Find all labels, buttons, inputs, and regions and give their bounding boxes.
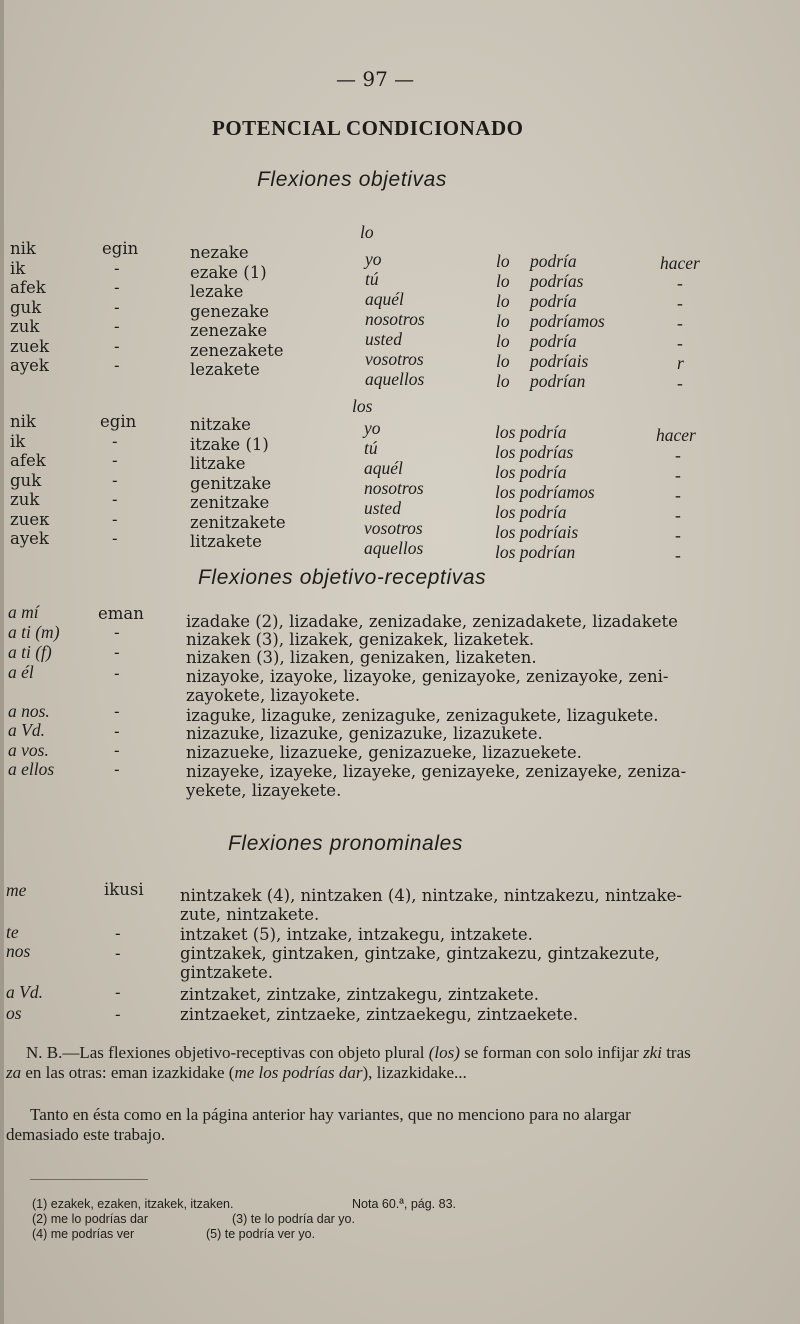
spanish-subject: vosotros bbox=[365, 349, 424, 369]
receptive-forms: nizayeke, izayeke, lizayeke, genizayeke, zenizayeke, zeniza- bbox=[186, 762, 687, 781]
footnote-1: (1) ezakek, ezaken, itzakek, itzaken. bbox=[32, 1197, 234, 1211]
pronoun: guk bbox=[10, 470, 42, 490]
ditto-mark: - bbox=[114, 258, 120, 278]
receptive-forms: izaguke, lizaguke, zenizaguke, zenizagukete, lizagukete. bbox=[186, 706, 659, 725]
spanish-object: lo bbox=[496, 351, 510, 371]
pronominal-label: me bbox=[6, 880, 27, 900]
ditto-mark: - bbox=[114, 664, 120, 683]
spanish-subjects-2 bbox=[364, 418, 424, 558]
ditto-mark: - bbox=[112, 470, 118, 490]
spanish-object: lo bbox=[496, 251, 510, 271]
note-italic: me los podrías dar bbox=[234, 1063, 363, 1082]
spanish-verbs-1 bbox=[530, 251, 605, 391]
receptive-forms: nizayoke, izayoke, lizayoke, genizayoke, zenizayoke, zeni- bbox=[186, 667, 669, 686]
spanish-verb: podría bbox=[530, 331, 577, 351]
receptive-label: a él bbox=[8, 662, 34, 682]
ditto-mark: - bbox=[114, 297, 120, 317]
ditto-mark: - bbox=[115, 983, 121, 1002]
ditto-mark: - bbox=[114, 336, 120, 356]
spanish-subject: tú bbox=[365, 269, 379, 289]
ditto-mark: - bbox=[677, 273, 683, 293]
spanish-object: lo bbox=[496, 271, 510, 291]
ditto-mark: - bbox=[114, 760, 120, 779]
infinitive-hacer: hacer bbox=[656, 425, 696, 445]
ditto-mark: - bbox=[115, 1005, 121, 1024]
pronominal-forms: gintzakek, gintzaken, gintzake, gintzakezu, gintzakezute, bbox=[180, 944, 660, 963]
receptive-label: a ellos bbox=[8, 759, 55, 779]
ditto-mark: - bbox=[112, 509, 118, 529]
spanish-verb: podría bbox=[530, 291, 577, 311]
receptive-label: a nos. bbox=[8, 701, 50, 721]
ditto-mark: - bbox=[115, 944, 121, 963]
note-text: ), lizazkidake... bbox=[362, 1063, 467, 1082]
note-text: en las otras: eman izazkidake ( bbox=[21, 1063, 235, 1082]
ditto-mark: - bbox=[675, 445, 681, 465]
pronoun: zueк bbox=[10, 509, 50, 529]
spanish-subject: tú bbox=[364, 438, 378, 458]
section-heading-objetivo-receptivas: Flexiones objetivo-receptivas bbox=[198, 566, 487, 589]
spanish-object: lo bbox=[496, 291, 510, 311]
receptive-label: a ti (m) bbox=[8, 622, 60, 642]
ditto-mark: - bbox=[675, 545, 681, 565]
pronoun: nik bbox=[10, 412, 36, 431]
spanish-subject: yo bbox=[365, 249, 382, 269]
basque-form: lezakete bbox=[190, 360, 260, 379]
basque-form: zenezake bbox=[190, 321, 268, 340]
note-text: se forman con solo infijar bbox=[459, 1043, 644, 1062]
receptive-forms: izadake (2), lizadake, zenizadake, zenizadakete, lizadakete bbox=[186, 612, 678, 631]
verb-eman: eman bbox=[98, 604, 144, 623]
spanish-form: los podríais bbox=[495, 522, 579, 542]
page-edge-shadow bbox=[0, 0, 4, 1324]
ditto-mark: r bbox=[677, 353, 684, 373]
spanish-form: los podríamos bbox=[495, 482, 595, 502]
basque-form: genezake bbox=[190, 301, 270, 321]
spanish-subjects-1 bbox=[365, 249, 425, 389]
note-text: tras bbox=[661, 1043, 691, 1062]
pronoun: afek bbox=[10, 451, 46, 470]
ditto-mark: - bbox=[114, 643, 120, 662]
receptive-forms: nizazueke, lizazueke, genizazueke, lizazuekete. bbox=[186, 743, 582, 762]
footnote-2: (2) me lo podrías dar bbox=[32, 1212, 149, 1226]
ditto-mark: - bbox=[677, 333, 683, 353]
ditto-mark: - bbox=[675, 525, 681, 545]
pronominal-label: a Vd. bbox=[6, 982, 43, 1002]
ditto-mark: - bbox=[114, 623, 120, 642]
ditto-mark: - bbox=[675, 485, 681, 505]
ditto-mark: - bbox=[112, 490, 118, 509]
spanish-subject: aquellos bbox=[364, 538, 424, 558]
verb-egin: egin bbox=[102, 239, 139, 258]
note-paragraph bbox=[6, 1043, 706, 1083]
spanish-subject: aquél bbox=[365, 289, 404, 309]
spanish-forms-2 bbox=[495, 422, 595, 562]
spanish-subject: usted bbox=[364, 498, 401, 518]
object-header-los: los bbox=[352, 396, 373, 416]
verb-ikusi: ikusi bbox=[104, 880, 144, 899]
pronoun: guk bbox=[10, 297, 42, 317]
verb-column-2 bbox=[100, 412, 136, 549]
pronominal-forms: intzaket (5), intzake, intzakegu, intzakete. bbox=[180, 925, 533, 944]
ditto-mark: - bbox=[114, 722, 120, 741]
basque-forms-2 bbox=[190, 415, 286, 552]
ditto-mark: - bbox=[112, 451, 118, 470]
spanish-object: lo bbox=[496, 371, 510, 391]
page-number: — 97 — bbox=[336, 67, 415, 91]
receptive-label: a mí bbox=[8, 602, 39, 622]
footnote-rule bbox=[30, 1179, 148, 1180]
spanish-subject: yo bbox=[364, 418, 381, 438]
spanish-verb: podrían bbox=[530, 371, 586, 391]
basque-form: genitzake bbox=[190, 473, 272, 493]
footnote-3: (3) te lo podría dar yo. bbox=[232, 1212, 355, 1226]
pronominal-forms: nintzakek (4), nintzaken (4), nintzake, nintzakezu, nintzake- bbox=[180, 886, 682, 905]
ditto-mark: - bbox=[677, 293, 683, 313]
spanish-form: los podría bbox=[495, 462, 567, 482]
basque-form: nezake bbox=[190, 243, 249, 262]
pronoun: ayek bbox=[10, 529, 49, 548]
ditto-mark: - bbox=[114, 356, 120, 375]
spanish-object-1 bbox=[496, 251, 510, 391]
ditto-mark: - bbox=[114, 741, 120, 760]
spanish-verb: podríais bbox=[530, 351, 589, 371]
infinitive-hacer: hacer bbox=[660, 253, 700, 273]
page-title: POTENCIAL CONDICIONADO bbox=[212, 116, 524, 140]
ditto-mark: - bbox=[114, 317, 120, 336]
basque-forms-1 bbox=[190, 243, 284, 380]
spanish-form: los podrías bbox=[495, 442, 574, 462]
spanish-subject: vosotros bbox=[364, 518, 423, 538]
ditto-mark: - bbox=[675, 465, 681, 485]
note-italic: za bbox=[6, 1063, 22, 1082]
spanish-form: los podría bbox=[495, 502, 567, 522]
verb-column-1 bbox=[102, 239, 138, 376]
section-heading-objetivas: Flexiones objetivas bbox=[257, 168, 447, 191]
ditto-mark: - bbox=[114, 702, 120, 721]
receptive-forms: nizakek (3), lizakek, genizakek, lizaketek. bbox=[186, 630, 535, 649]
spanish-subject: aquellos bbox=[365, 369, 425, 389]
basque-form: litzake bbox=[190, 454, 246, 473]
basque-form: litzakete bbox=[190, 532, 262, 551]
ditto-mark: - bbox=[115, 924, 121, 943]
receptive-label: a ti (f) bbox=[8, 642, 52, 662]
basque-form: ezake (1) bbox=[190, 262, 267, 282]
spanish-subject: nosotros bbox=[365, 309, 425, 329]
pronoun: ik bbox=[10, 431, 26, 451]
note-italic: (los) bbox=[428, 1043, 460, 1062]
ditto-mark: - bbox=[677, 313, 683, 333]
pronoun: nik bbox=[10, 239, 36, 258]
note-paragraph-2: Tanto en ésta como en la página anterior hay variantes, que no menciono para no alargar demasiado este trabajo. bbox=[6, 1105, 631, 1144]
pronoun: zuk bbox=[10, 317, 40, 336]
receptive-forms: nizaken (3), lizaken, genizaken, lizaketen. bbox=[186, 648, 537, 667]
receptive-forms: nizazuke, lizazuke, genizazuke, lizazukete. bbox=[186, 724, 543, 743]
receptive-forms-continued: yekete, lizayekete. bbox=[186, 781, 342, 800]
pronominal-label: nos bbox=[6, 941, 31, 961]
pronominal-forms: zintzaket, zintzake, zintzakegu, zintzakete. bbox=[180, 985, 540, 1004]
basque-form: lezake bbox=[190, 282, 244, 301]
verb-egin: egin bbox=[100, 412, 137, 431]
footnote-1-reference: Nota 60.ª, pág. 83. bbox=[352, 1197, 457, 1211]
spanish-verb: podrías bbox=[530, 271, 584, 291]
footnote-5: (5) te podría ver yo. bbox=[206, 1227, 316, 1241]
receptive-label: a vos. bbox=[8, 740, 49, 760]
infinitive-column-1 bbox=[660, 253, 700, 393]
pronoun-column-2 bbox=[10, 412, 49, 549]
ditto-mark: - bbox=[677, 373, 683, 393]
note-text: N. B.—Las flexiones objetivo-receptivas con objeto plural bbox=[26, 1043, 429, 1062]
spanish-form: los podría bbox=[495, 422, 567, 442]
footnote-4: (4) me podrías ver bbox=[32, 1227, 135, 1241]
section-heading-pronominales: Flexiones pronominales bbox=[228, 832, 463, 855]
ditto-mark: - bbox=[114, 278, 120, 297]
spanish-subject: usted bbox=[365, 329, 402, 349]
spanish-verb: podría bbox=[530, 251, 577, 271]
receptive-label: a Vd. bbox=[8, 720, 45, 740]
pronoun: ik bbox=[10, 258, 26, 278]
pronoun: zuek bbox=[10, 336, 50, 356]
pronominal-label: os bbox=[6, 1003, 22, 1023]
note-italic: zki bbox=[643, 1043, 662, 1062]
pronoun: afek bbox=[10, 278, 46, 297]
pronominal-forms-continued: gintzakete. bbox=[180, 963, 274, 982]
ditto-mark: - bbox=[675, 505, 681, 525]
ditto-mark: - bbox=[112, 431, 118, 451]
object-header-lo: lo bbox=[360, 222, 374, 242]
spanish-form: los podrían bbox=[495, 542, 576, 562]
spanish-subject: nosotros bbox=[364, 478, 424, 498]
ditto-mark: - bbox=[112, 529, 118, 548]
basque-form: itzake (1) bbox=[190, 434, 269, 454]
infinitive-column-2 bbox=[656, 425, 696, 565]
pronominal-label: te bbox=[6, 922, 19, 942]
spanish-subject: aquél bbox=[364, 458, 403, 478]
pronominal-forms-continued: zute, nintzakete. bbox=[180, 905, 320, 924]
pronoun: zuk bbox=[10, 490, 40, 509]
spanish-object: lo bbox=[496, 311, 510, 331]
pronoun: ayek bbox=[10, 356, 49, 375]
pronoun-column-1 bbox=[10, 239, 49, 376]
basque-form: nitzake bbox=[190, 415, 251, 434]
spanish-object: lo bbox=[496, 331, 510, 351]
spanish-verb: podríamos bbox=[530, 311, 605, 331]
basque-form: zenitzake bbox=[190, 493, 270, 512]
basque-form: zenitzakete bbox=[190, 512, 286, 532]
pronominal-forms: zintzaeket, zintzaeke, zintzaekegu, zintzaekete. bbox=[180, 1005, 579, 1024]
basque-form: zenezakete bbox=[190, 340, 284, 360]
receptive-forms-continued: zayokete, lizayokete. bbox=[186, 686, 361, 705]
